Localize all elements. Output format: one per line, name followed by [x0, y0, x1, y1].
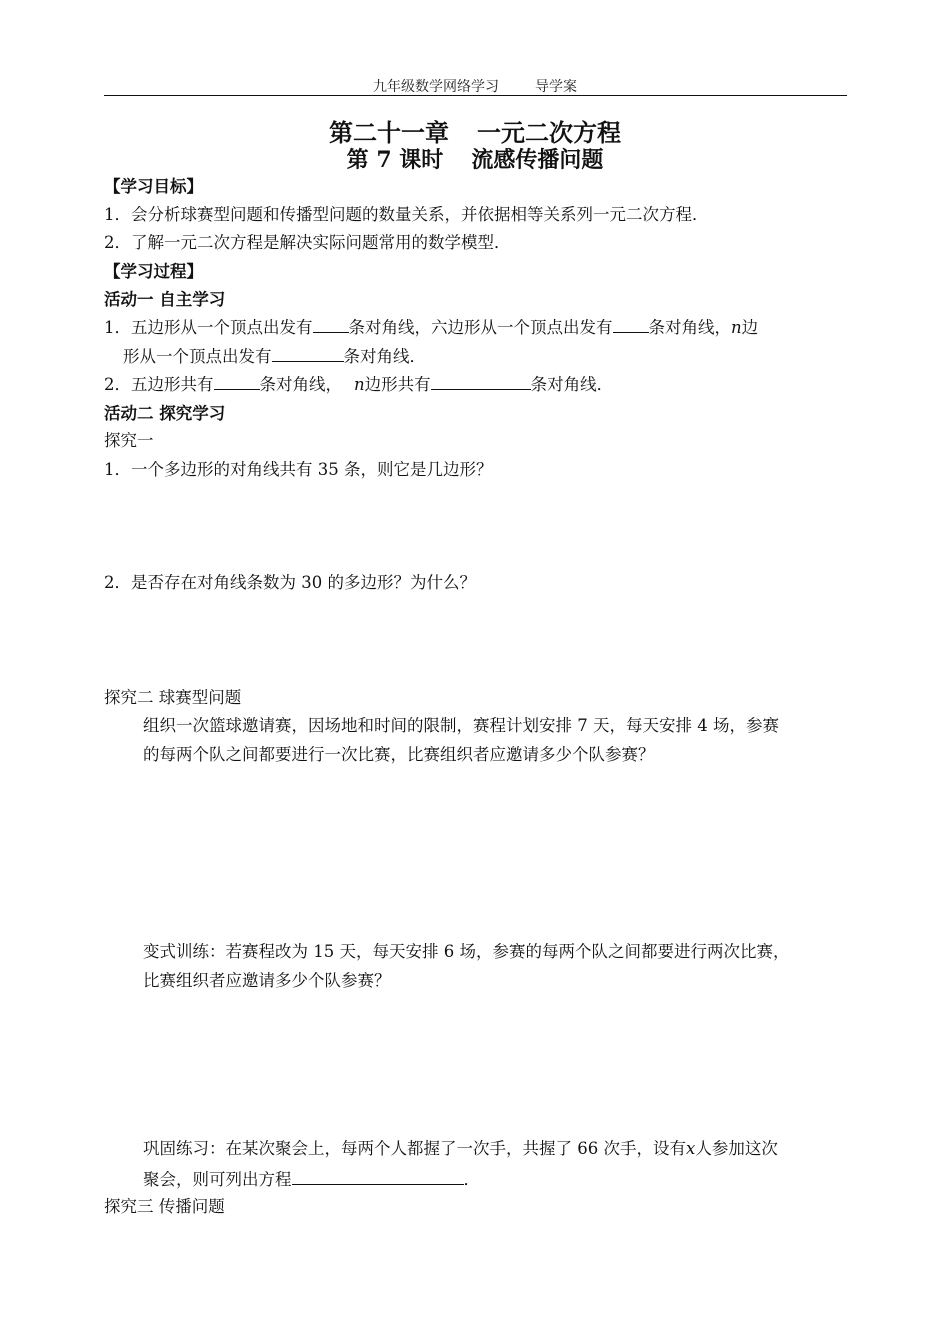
objectives-heading: 【学习目标】: [104, 177, 203, 196]
practice-exercise-cont: 聚会，则可列出方程 ．: [143, 1170, 480, 1189]
activity1-question-1: 1．五边形从一个顶点出发有 条对角线，六边形从一个顶点出发有 条对角线，n边: [104, 318, 759, 337]
activity1-question-1-cont: 形从一个顶点出发有 条对角线．: [123, 347, 426, 366]
variable-x: x: [686, 1139, 696, 1158]
variable-n: n: [354, 375, 365, 394]
process-heading: 【学习过程】: [104, 262, 203, 281]
variable-n: n: [731, 318, 742, 337]
explore1-question-2: 2．是否存在对角线条数为 30 的多边形？为什么？: [104, 573, 476, 592]
practice-exercise: 巩固练习：在某次聚会上，每两个人都握了一次手，共握了 66 次手，设有x人参加这次: [143, 1139, 778, 1158]
objective-item: 2．了解一元二次方程是解决实际问题常用的数学模型．: [104, 233, 511, 252]
variant-exercise-cont: 比赛组织者应邀请多少个队参赛？: [143, 971, 391, 990]
activity1-question-2: 2．五边形共有 条对角线， n边形共有 条对角线．: [104, 375, 614, 394]
explore1-question-1: 1．一个多边形的对角线共有 35 条，则它是几边形？: [104, 460, 493, 479]
answer-blank[interactable]: [272, 345, 344, 362]
activity2-heading: 活动二 探究学习: [104, 404, 226, 423]
header-divider: [104, 95, 847, 96]
answer-blank[interactable]: [313, 316, 349, 333]
explore2-problem-cont: 的每两个队之间都要进行一次比赛，比赛组织者应邀请多少个队参赛？: [143, 745, 655, 764]
explore2-problem: 组织一次篮球邀请赛，因场地和时间的限制，赛程计划安排 7 天，每天安排 4 场，参赛: [143, 716, 779, 735]
explore2-label: 探究二 球赛型问题: [104, 688, 242, 707]
header-doc-type: 导学案: [535, 79, 577, 95]
variant-exercise: 变式训练：若赛程改为 15 天，每天安排 6 场，参赛的每两个队之间都要进行两次比赛，: [143, 942, 790, 961]
chapter-name: 一元二次方程: [477, 118, 621, 147]
lesson-number: 第 7 课时: [346, 147, 444, 173]
chapter-number: 第二十一章: [329, 118, 449, 147]
lesson-name: 流感传播问题: [471, 147, 604, 173]
lesson-title: [0, 143, 950, 174]
activity1-heading: 活动一 自主学习: [104, 290, 226, 309]
explore1-label: 探究一: [104, 431, 154, 450]
header-course: 九年级数学网络学习: [373, 79, 499, 95]
objective-item: 1．会分析球赛型问题和传播型问题的数量关系，并依据相等关系列一元二次方程．: [104, 205, 709, 224]
answer-blank[interactable]: [214, 373, 260, 390]
answer-blank[interactable]: [613, 316, 649, 333]
answer-blank[interactable]: [431, 373, 531, 390]
explore3-label: 探究三 传播问题: [104, 1197, 225, 1216]
page-header: [0, 76, 950, 96]
equation-blank[interactable]: [292, 1168, 464, 1185]
